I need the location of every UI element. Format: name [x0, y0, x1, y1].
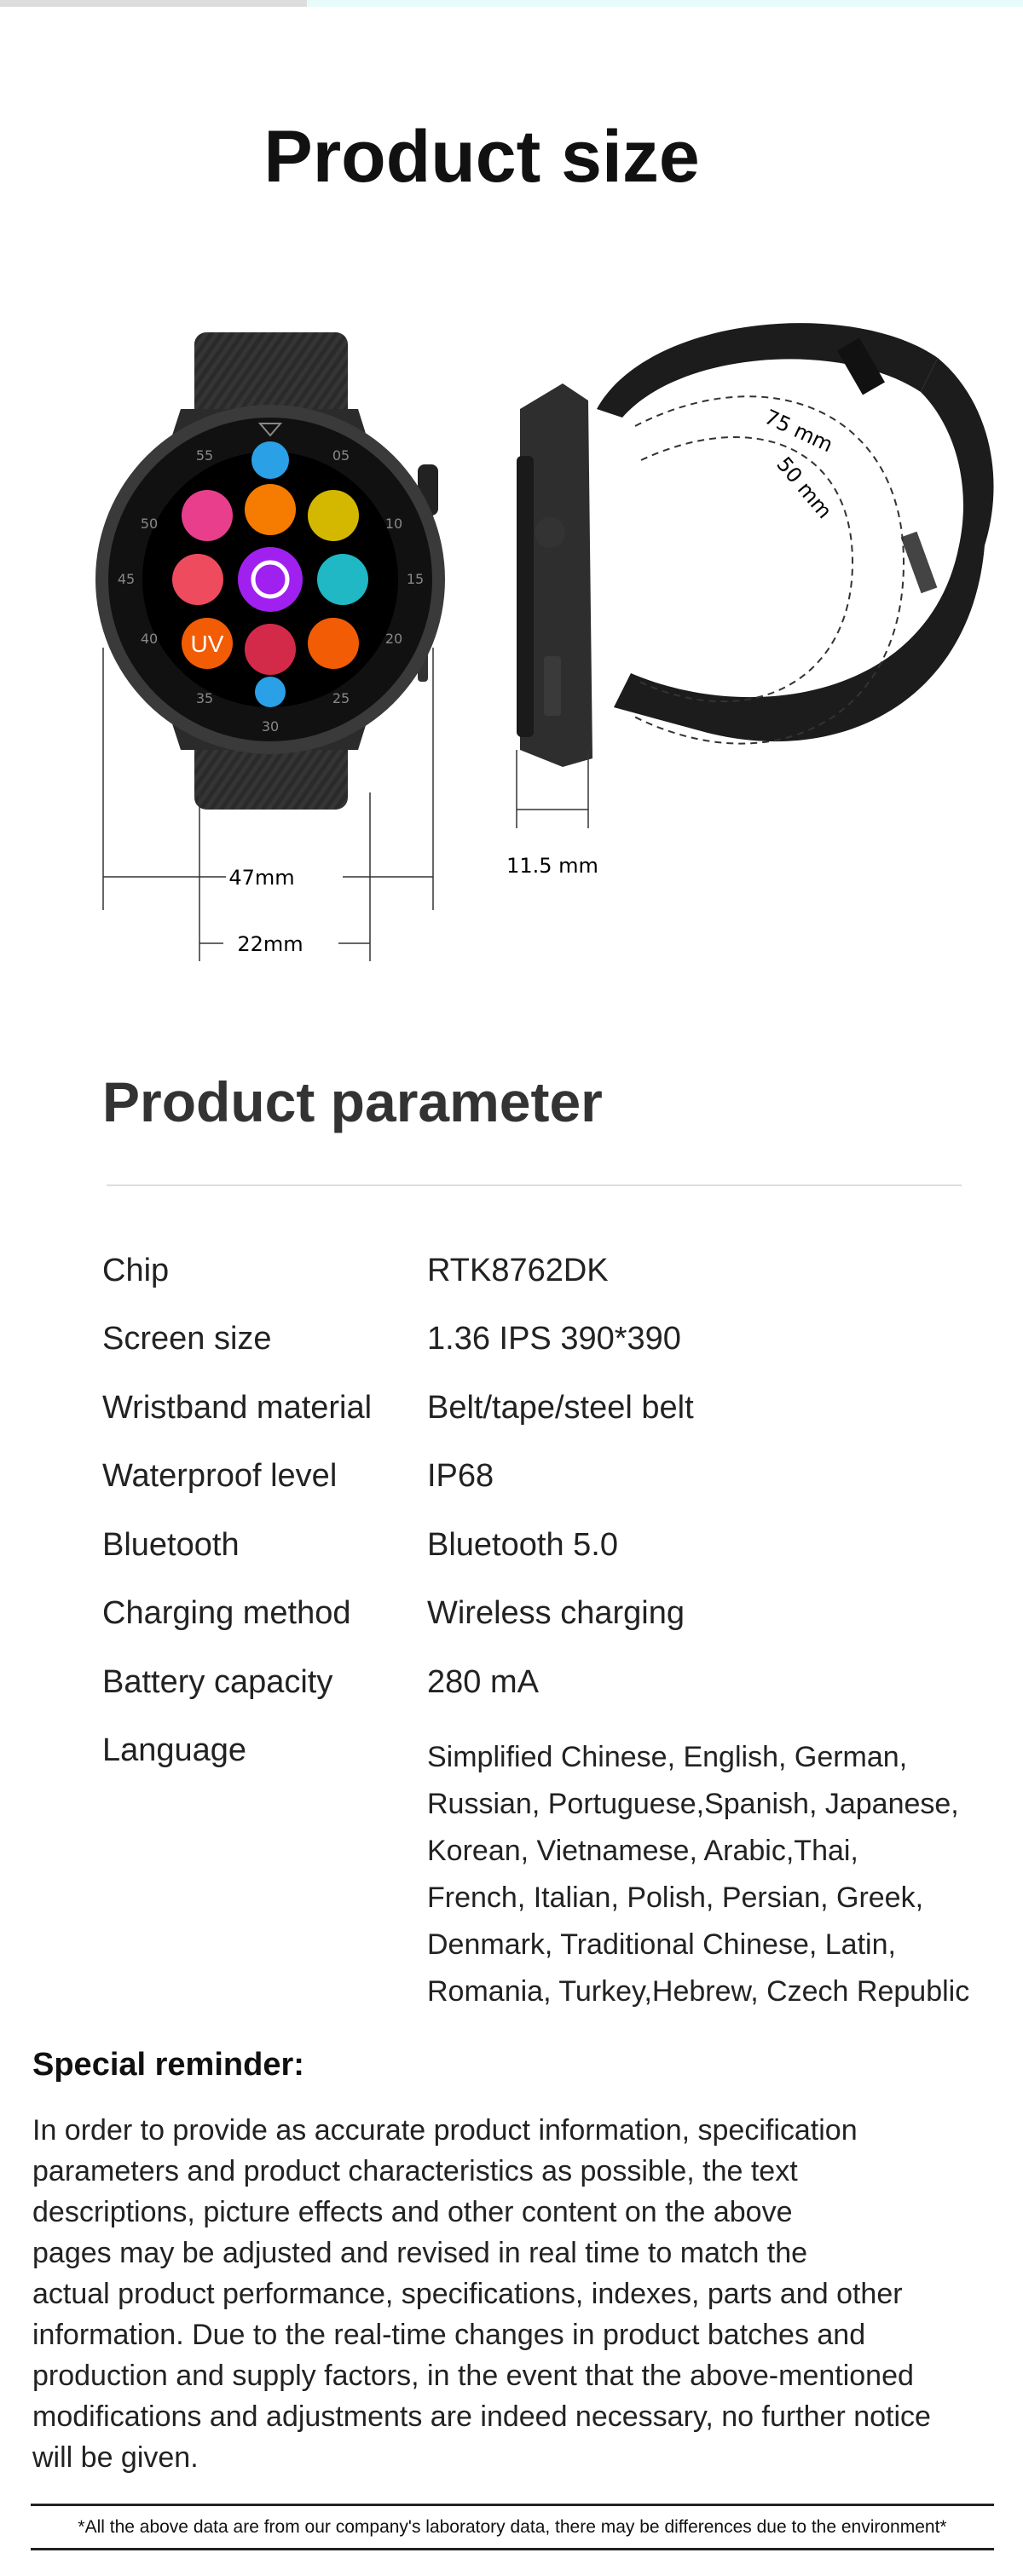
dial-number: 40 — [140, 631, 159, 647]
reminder-line: production and supply factors, in the event that the above-mentioned — [32, 2360, 914, 2392]
section-title-product-size: Product size — [263, 116, 700, 198]
param-label: Bluetooth — [102, 1527, 240, 1563]
param-label: Chip — [102, 1253, 170, 1288]
dial-number: 30 — [261, 718, 280, 735]
side-button — [544, 656, 561, 716]
dial-number: 10 — [384, 516, 403, 532]
param-label: Battery capacity — [102, 1664, 333, 1700]
bottle-app-icon — [255, 677, 286, 707]
steps-app-icon — [308, 490, 359, 541]
dial-number: 25 — [332, 690, 350, 706]
calculator-app-icon — [317, 554, 368, 605]
reminder-line: modifications and adjustments are indeed necessary, no further notice — [32, 2400, 931, 2433]
footnote-bottom-rule — [31, 2548, 994, 2550]
param-value: IP68 — [427, 1458, 494, 1494]
footnote: *All the above data are from our company's laboratory data, there may be differences due to the environment* — [78, 2517, 947, 2537]
param-value: Belt/tape/steel belt — [427, 1390, 694, 1426]
language-line: Korean, Vietnamese, Arabic,Thai, — [427, 1835, 858, 1867]
reminder-line: pages may be adjusted and revised in real time to match the — [32, 2237, 808, 2269]
side-screen-edge — [517, 456, 534, 737]
buckle — [901, 532, 938, 594]
language-line: French, Italian, Polish, Persian, Greek, — [427, 1882, 924, 1914]
param-label: Screen size — [102, 1321, 272, 1357]
param-value: RTK8762DK — [427, 1253, 609, 1288]
language-line: Simplified Chinese, English, German, — [427, 1741, 908, 1773]
dial-number: 15 — [406, 571, 425, 587]
dial-number: 05 — [332, 447, 350, 464]
navigation-app-icon — [251, 441, 289, 479]
heart-app-icon — [182, 490, 233, 541]
reminder-line: descriptions, picture effects and other content on the above — [32, 2196, 793, 2228]
uv-app-label: UV — [190, 631, 224, 657]
param-label: Wristband material — [102, 1390, 373, 1426]
reminder-line: parameters and product characteristics as possible, the text — [32, 2155, 798, 2187]
top-banner-edge — [0, 0, 1023, 7]
sync-app-icon — [172, 554, 223, 605]
reminder-line: information. Due to the real-time changes in product batches and — [32, 2319, 866, 2351]
watch-front-view — [95, 332, 445, 810]
language-line: Romania, Turkey,Hebrew, Czech Republic — [427, 1975, 970, 2008]
case-width-label: 47mm — [228, 866, 295, 890]
dial-number: 45 — [117, 571, 136, 587]
side-strap-top — [597, 323, 938, 418]
reminder-line: actual product performance, specifications, indexes, parts and other — [32, 2278, 903, 2310]
dial-number: 20 — [384, 631, 403, 647]
watch-side-view — [517, 323, 994, 767]
reminder-text — [32, 2110, 987, 2478]
divider — [107, 1184, 962, 1186]
reminder-title: Special reminder: — [32, 2047, 304, 2083]
footnote-top-rule — [31, 2504, 994, 2506]
thickness-label: 11.5 mm — [506, 854, 598, 878]
language-line: Russian, Portuguese,Spanish, Japanese, — [427, 1788, 959, 1820]
section-title-product-parameter: Product parameter — [102, 1070, 603, 1133]
watch-size-illustration — [0, 315, 1023, 980]
param-value: Wireless charging — [427, 1595, 685, 1631]
timer-app-icon — [238, 547, 303, 612]
dial-number: 50 — [140, 516, 159, 532]
param-label: Waterproof level — [102, 1458, 338, 1494]
reminder-line: In order to provide as accurate product information, specification — [32, 2114, 858, 2147]
side-strap-right — [921, 358, 994, 545]
crown-button — [535, 517, 565, 548]
param-value: 1.36 IPS 390*390 — [427, 1321, 681, 1357]
param-label-language: Language — [102, 1732, 247, 1768]
band-width-label: 22mm — [237, 932, 303, 956]
language-line: Denmark, Traditional Chinese, Latin, — [427, 1928, 896, 1961]
reminder-line: will be given. — [32, 2441, 199, 2474]
outer-circumference-label: 75 mm — [760, 405, 837, 458]
param-label: Charging method — [102, 1595, 351, 1631]
inner-circumference-label: 50 mm — [772, 452, 837, 523]
param-value-language — [427, 1734, 1007, 2015]
lock-app-icon — [245, 624, 296, 675]
dial-number: 35 — [195, 690, 214, 706]
dial-number: 55 — [195, 447, 214, 464]
refresh-app-icon — [308, 618, 359, 669]
param-value: 280 mA — [427, 1664, 539, 1700]
param-value: Bluetooth 5.0 — [427, 1527, 618, 1563]
alarm-app-icon — [245, 484, 296, 535]
